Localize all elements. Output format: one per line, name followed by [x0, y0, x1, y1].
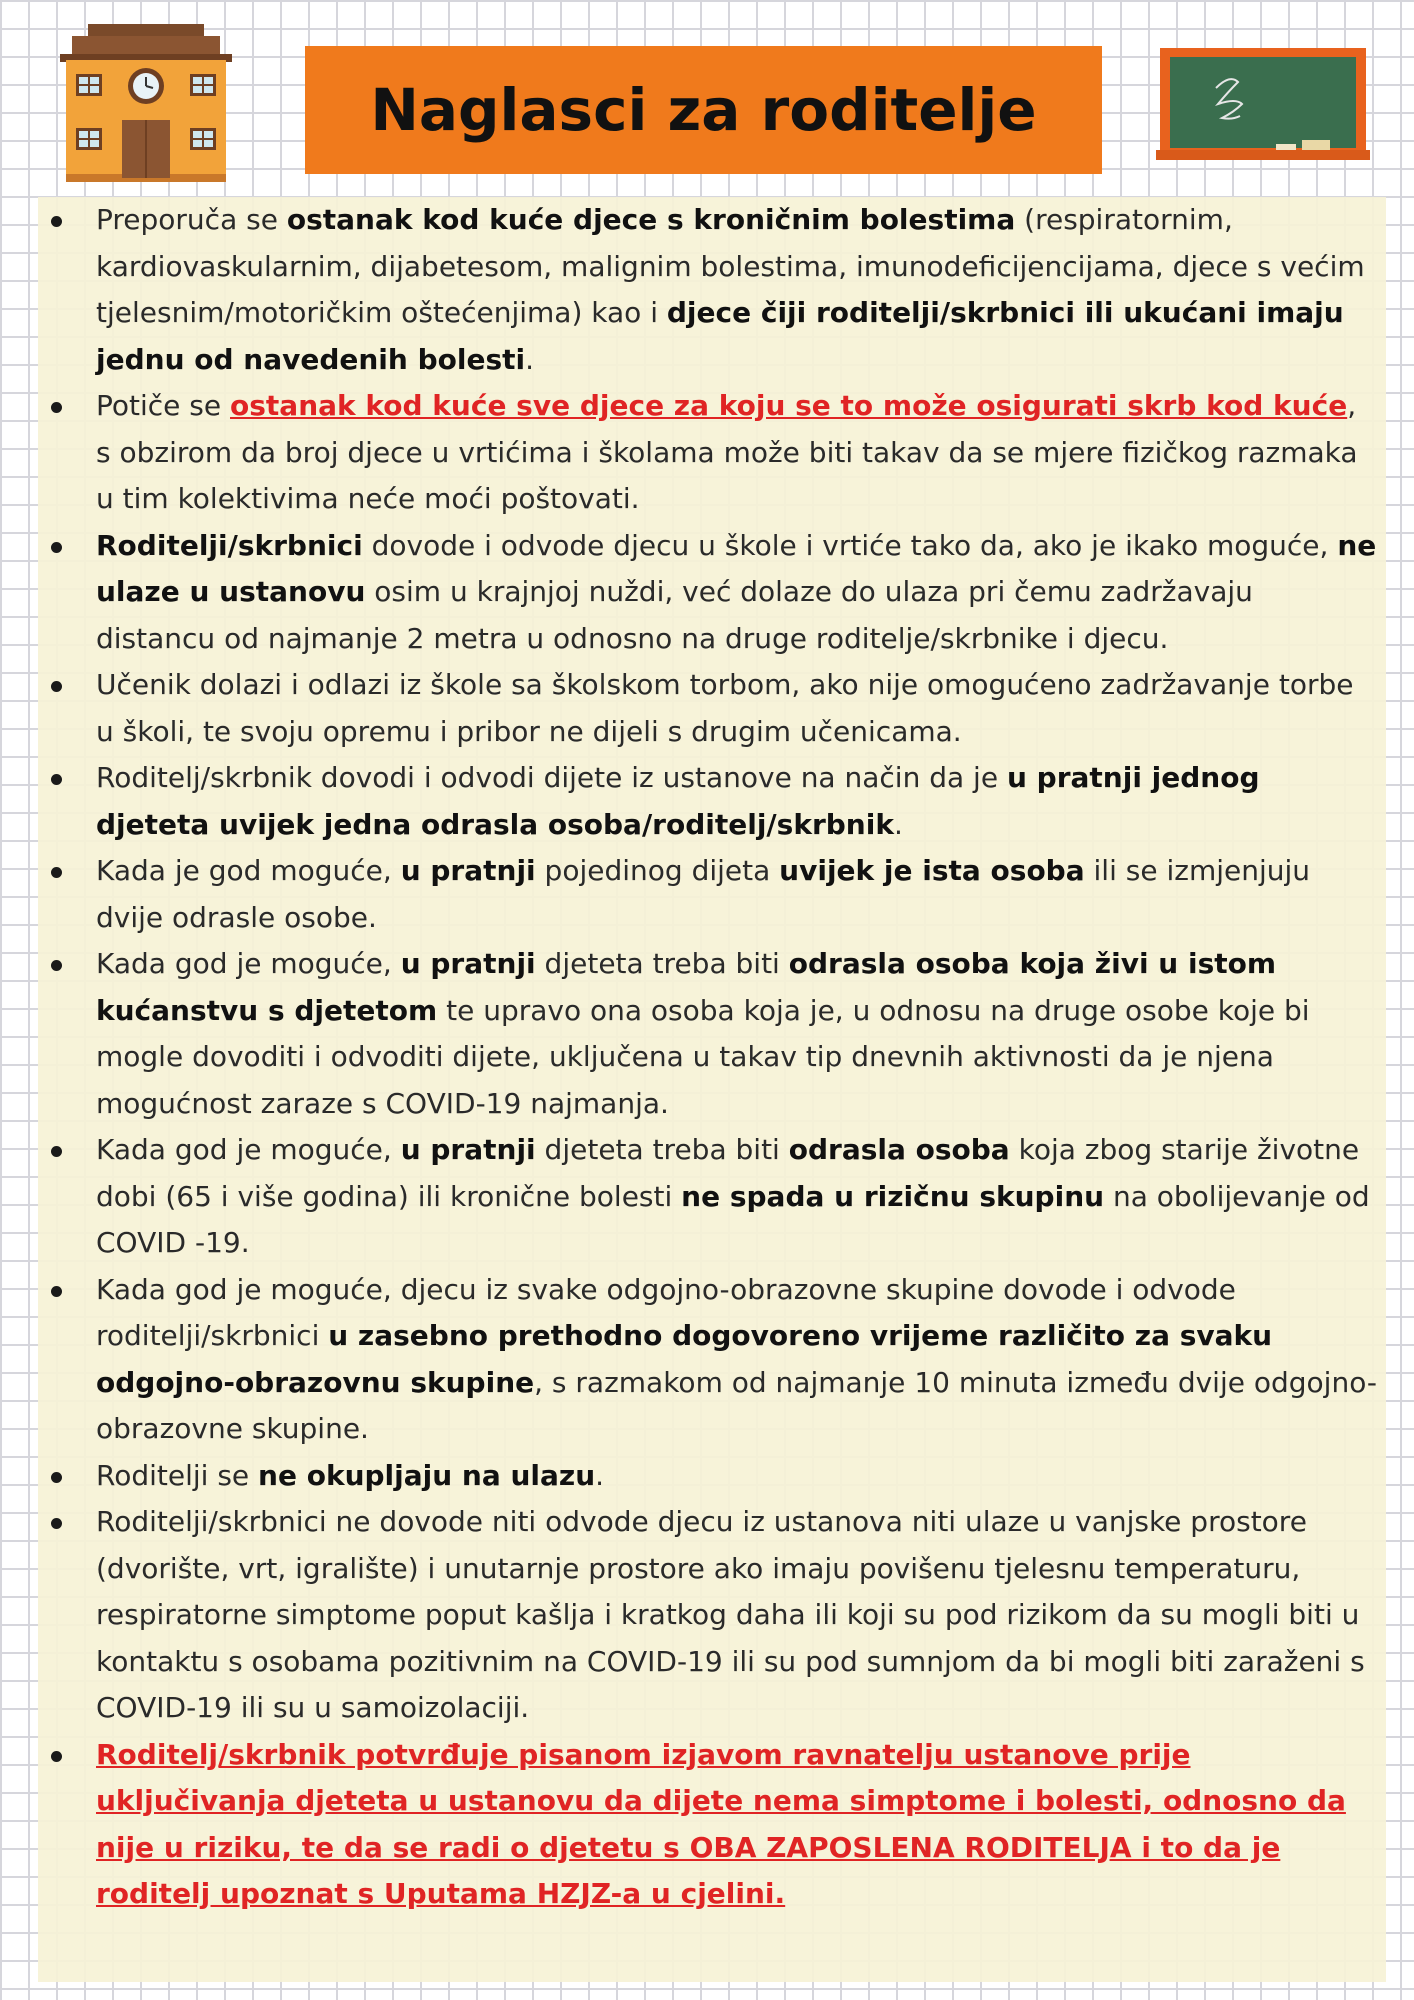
list-item: Potiče se ostanak kod kuće sve djece za koju se to može osigurati skrb kod kuće, s obzirom da broj djece u vrtićima i školama može biti takav da se mjere fizičkog razmaka u tim kolektivima neće moći poštovati.: [96, 383, 1378, 523]
page-title: Naglasci za roditelje: [370, 76, 1037, 144]
chalkboard-icon: [1156, 48, 1370, 166]
page-header: [0, 0, 1414, 190]
list-item: Preporuča se ostanak kod kuće djece s kroničnim bolestima (respiratornim, kardiovaskularnim, dijabetesom, malignim bolestima, imunodeficijencijama, djece s većim tjelesnim/motoričkim oštećenjima) kao i djece čiji roditelji/skrbnici ili ukućani imaju jednu od navedenih bolesti.: [96, 197, 1378, 383]
list-item: Roditelji/skrbnici dovode i odvode djecu u škole i vrtiće tako da, ako je ikako moguće, ne ulaze u ustanovu osim u krajnjoj nuždi, već dolaze do ulaza pri čemu zadržavaju distancu od najmanje 2 metra u odnosno na druge roditelje/skrbnike i djecu.: [96, 523, 1378, 663]
school-building-icon: [58, 24, 234, 182]
list-item: Kada god je moguće, u pratnji djeteta treba biti odrasla osoba koja zbog starije životne dobi (65 i više godina) ili kronične bolesti ne spada u rizičnu skupinu na obolijevanje od COVID -19.: [96, 1127, 1378, 1267]
list-item: Kada god je moguće, u pratnji djeteta treba biti odrasla osoba koja živi u istom kućanstvu s djetetom te upravo ona osoba koja je, u odnosu na druge osobe koje bi mogle dovoditi i odvoditi dijete, uključena u takav tip dnevnih aktivnosti da je njena mogućnost zaraze s COVID-19 najmanja.: [96, 941, 1378, 1127]
title-banner: [305, 46, 1102, 174]
content-panel: [38, 197, 1386, 1982]
list-item: Roditelji se ne okupljaju na ulazu.: [96, 1453, 1378, 1500]
list-item-alert: Roditelj/skrbnik potvrđuje pisanom izjavom ravnatelju ustanove prije uključivanja djeteta u ustanovu da dijete nema simptome i bolesti, odnosno da nije u riziku, te da se radi o djetetu s OBA ZAPOSLENA RODITELJA i to da je roditelj upoznat s Uputama HZJZ-a u cjelini.: [96, 1732, 1378, 1918]
list-item: Roditelj/skrbnik dovodi i odvodi dijete iz ustanove na način da je u pratnji jednog djeteta uvijek jedna odrasla osoba/roditelj/skrbnik.: [96, 755, 1378, 848]
rules-list: [96, 197, 1378, 1918]
list-item: Učenik dolazi i odlazi iz škole sa školskom torbom, ako nije omogućeno zadržavanje torbe u školi, te svoju opremu i pribor ne dijeli s drugim učenicama.: [96, 662, 1378, 755]
list-item: Kada je god moguće, u pratnji pojedinog dijeta uvijek je ista osoba ili se izmjenjuju dvije odrasle osobe.: [96, 848, 1378, 941]
list-item: Kada god je moguće, djecu iz svake odgojno-obrazovne skupine dovode i odvode roditelji/skrbnici u zasebno prethodno dogovoreno vrijeme različito za svaku odgojno-obrazovnu skupine, s razmakom od najmanje 10 minuta između dvije odgojno-obrazovne skupine.: [96, 1267, 1378, 1453]
list-item: Roditelji/skrbnici ne dovode niti odvode djecu iz ustanova niti ulaze u vanjske prostore (dvorište, vrt, igralište) i unutarnje prostore ako imaju povišenu tjelesnu temperaturu, respiratorne simptome poput kašlja i kratkog daha ili koji su pod rizikom da su mogli biti u kontaktu s osobama pozitivnim na COVID-19 ili su pod sumnjom da bi mogli biti zaraženi s COVID-19 ili su u samoizolaciji.: [96, 1499, 1378, 1732]
